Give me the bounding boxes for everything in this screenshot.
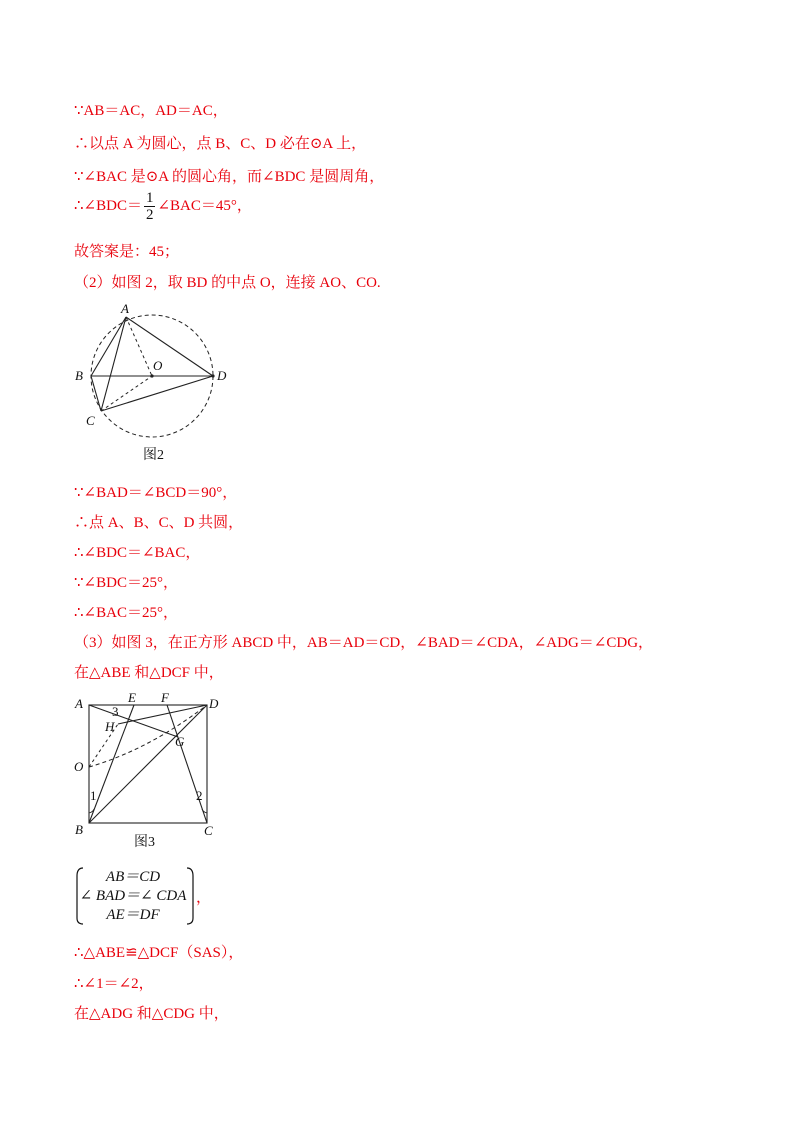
system-row-1: AB＝CD (105, 869, 161, 885)
text-line-5: 故答案是：45； (74, 244, 180, 260)
system-rows (74, 868, 192, 925)
fig2-segment-CD (101, 376, 213, 411)
text-line-16: 在△ADG 和△CDG 中， (74, 1006, 229, 1022)
fig2-segment-AB (91, 317, 126, 376)
system-row-2: ∠ BAD＝∠ CDA (79, 888, 187, 904)
text-line-15: ∴∠1＝∠2， (74, 976, 154, 992)
text-line-4-post: ∠BAC＝45°， (157, 197, 252, 214)
fig2-point-D (211, 374, 214, 377)
fig3-label-D: D (209, 696, 219, 711)
text-line-14: ∴△ABE≌△DCF（SAS）， (74, 945, 244, 961)
fig2-point-O (150, 374, 153, 377)
fraction-numerator: 1 (145, 190, 154, 206)
fig3-segment-HD (118, 705, 207, 724)
fraction-one-half (144, 190, 156, 223)
fig3-label-F: F (161, 690, 169, 705)
fig3-label-2: 2 (196, 788, 203, 803)
fig3-dashed-arc (89, 705, 207, 767)
fig3-label-O: O (74, 759, 84, 774)
congruence-system (74, 866, 212, 926)
text-line-12: （3）如图 3，在正方形 ABCD 中，AB＝AD＝CD，∠BAD＝∠CDA，∠ADG＝∠CDG， (74, 635, 654, 651)
text-line-6: （2）如图 2，取 BD 的中点 O，连接 AO、CO. (74, 275, 381, 291)
fig3-label-H: H (105, 719, 115, 734)
fig3-label-1: 1 (90, 788, 97, 803)
text-line-8: ∴点 A、B、C、D 共圆， (74, 515, 244, 531)
fraction-denominator: 2 (145, 207, 154, 223)
figure-3-diagram (68, 690, 228, 838)
text-line-3: ∵∠BAC 是⊙A 的圆心角，而∠BDC 是圆周角， (74, 169, 385, 185)
fig3-label-A: A (75, 696, 83, 711)
text-line-4-pre: ∴∠BDC＝ (74, 197, 142, 214)
fig3-label-3: 3 (112, 704, 119, 719)
figure-3-caption: 图3 (134, 835, 155, 850)
fig3-label-G: G (175, 734, 185, 749)
figure-2-diagram (70, 300, 240, 445)
fig2-label-O: O (153, 358, 163, 373)
fig2-segment-BC (91, 376, 101, 411)
fig3-segment-CF (167, 705, 207, 823)
text-line-10: ∵∠BDC＝25°， (74, 575, 178, 591)
fig3-label-B: B (75, 822, 83, 837)
fig2-label-C: C (86, 413, 95, 428)
system-comma: ， (196, 890, 212, 906)
system-row-3: AE＝DF (106, 907, 160, 923)
text-line-9: ∴∠BDC＝∠BAC， (74, 545, 201, 561)
fig2-label-D: D (217, 368, 227, 383)
fig2-label-B: B (75, 368, 83, 383)
fig2-label-A: A (121, 301, 129, 316)
text-line-2: ∴以点 A 为圆心，点 B、C、D 必在⊙A 上， (74, 136, 367, 152)
text-line-7: ∵∠BAD＝∠BCD＝90°， (74, 485, 238, 501)
text-line-13: 在△ABE 和△DCF 中， (74, 665, 224, 681)
text-line-1: ∵AB＝AC，AD＝AC， (74, 103, 228, 119)
text-line-4 (74, 190, 252, 223)
fig3-label-E: E (128, 690, 136, 705)
text-line-11: ∴∠BAC＝25°， (74, 605, 178, 621)
fig3-label-C: C (204, 823, 213, 838)
figure-2-caption: 图2 (143, 448, 164, 463)
